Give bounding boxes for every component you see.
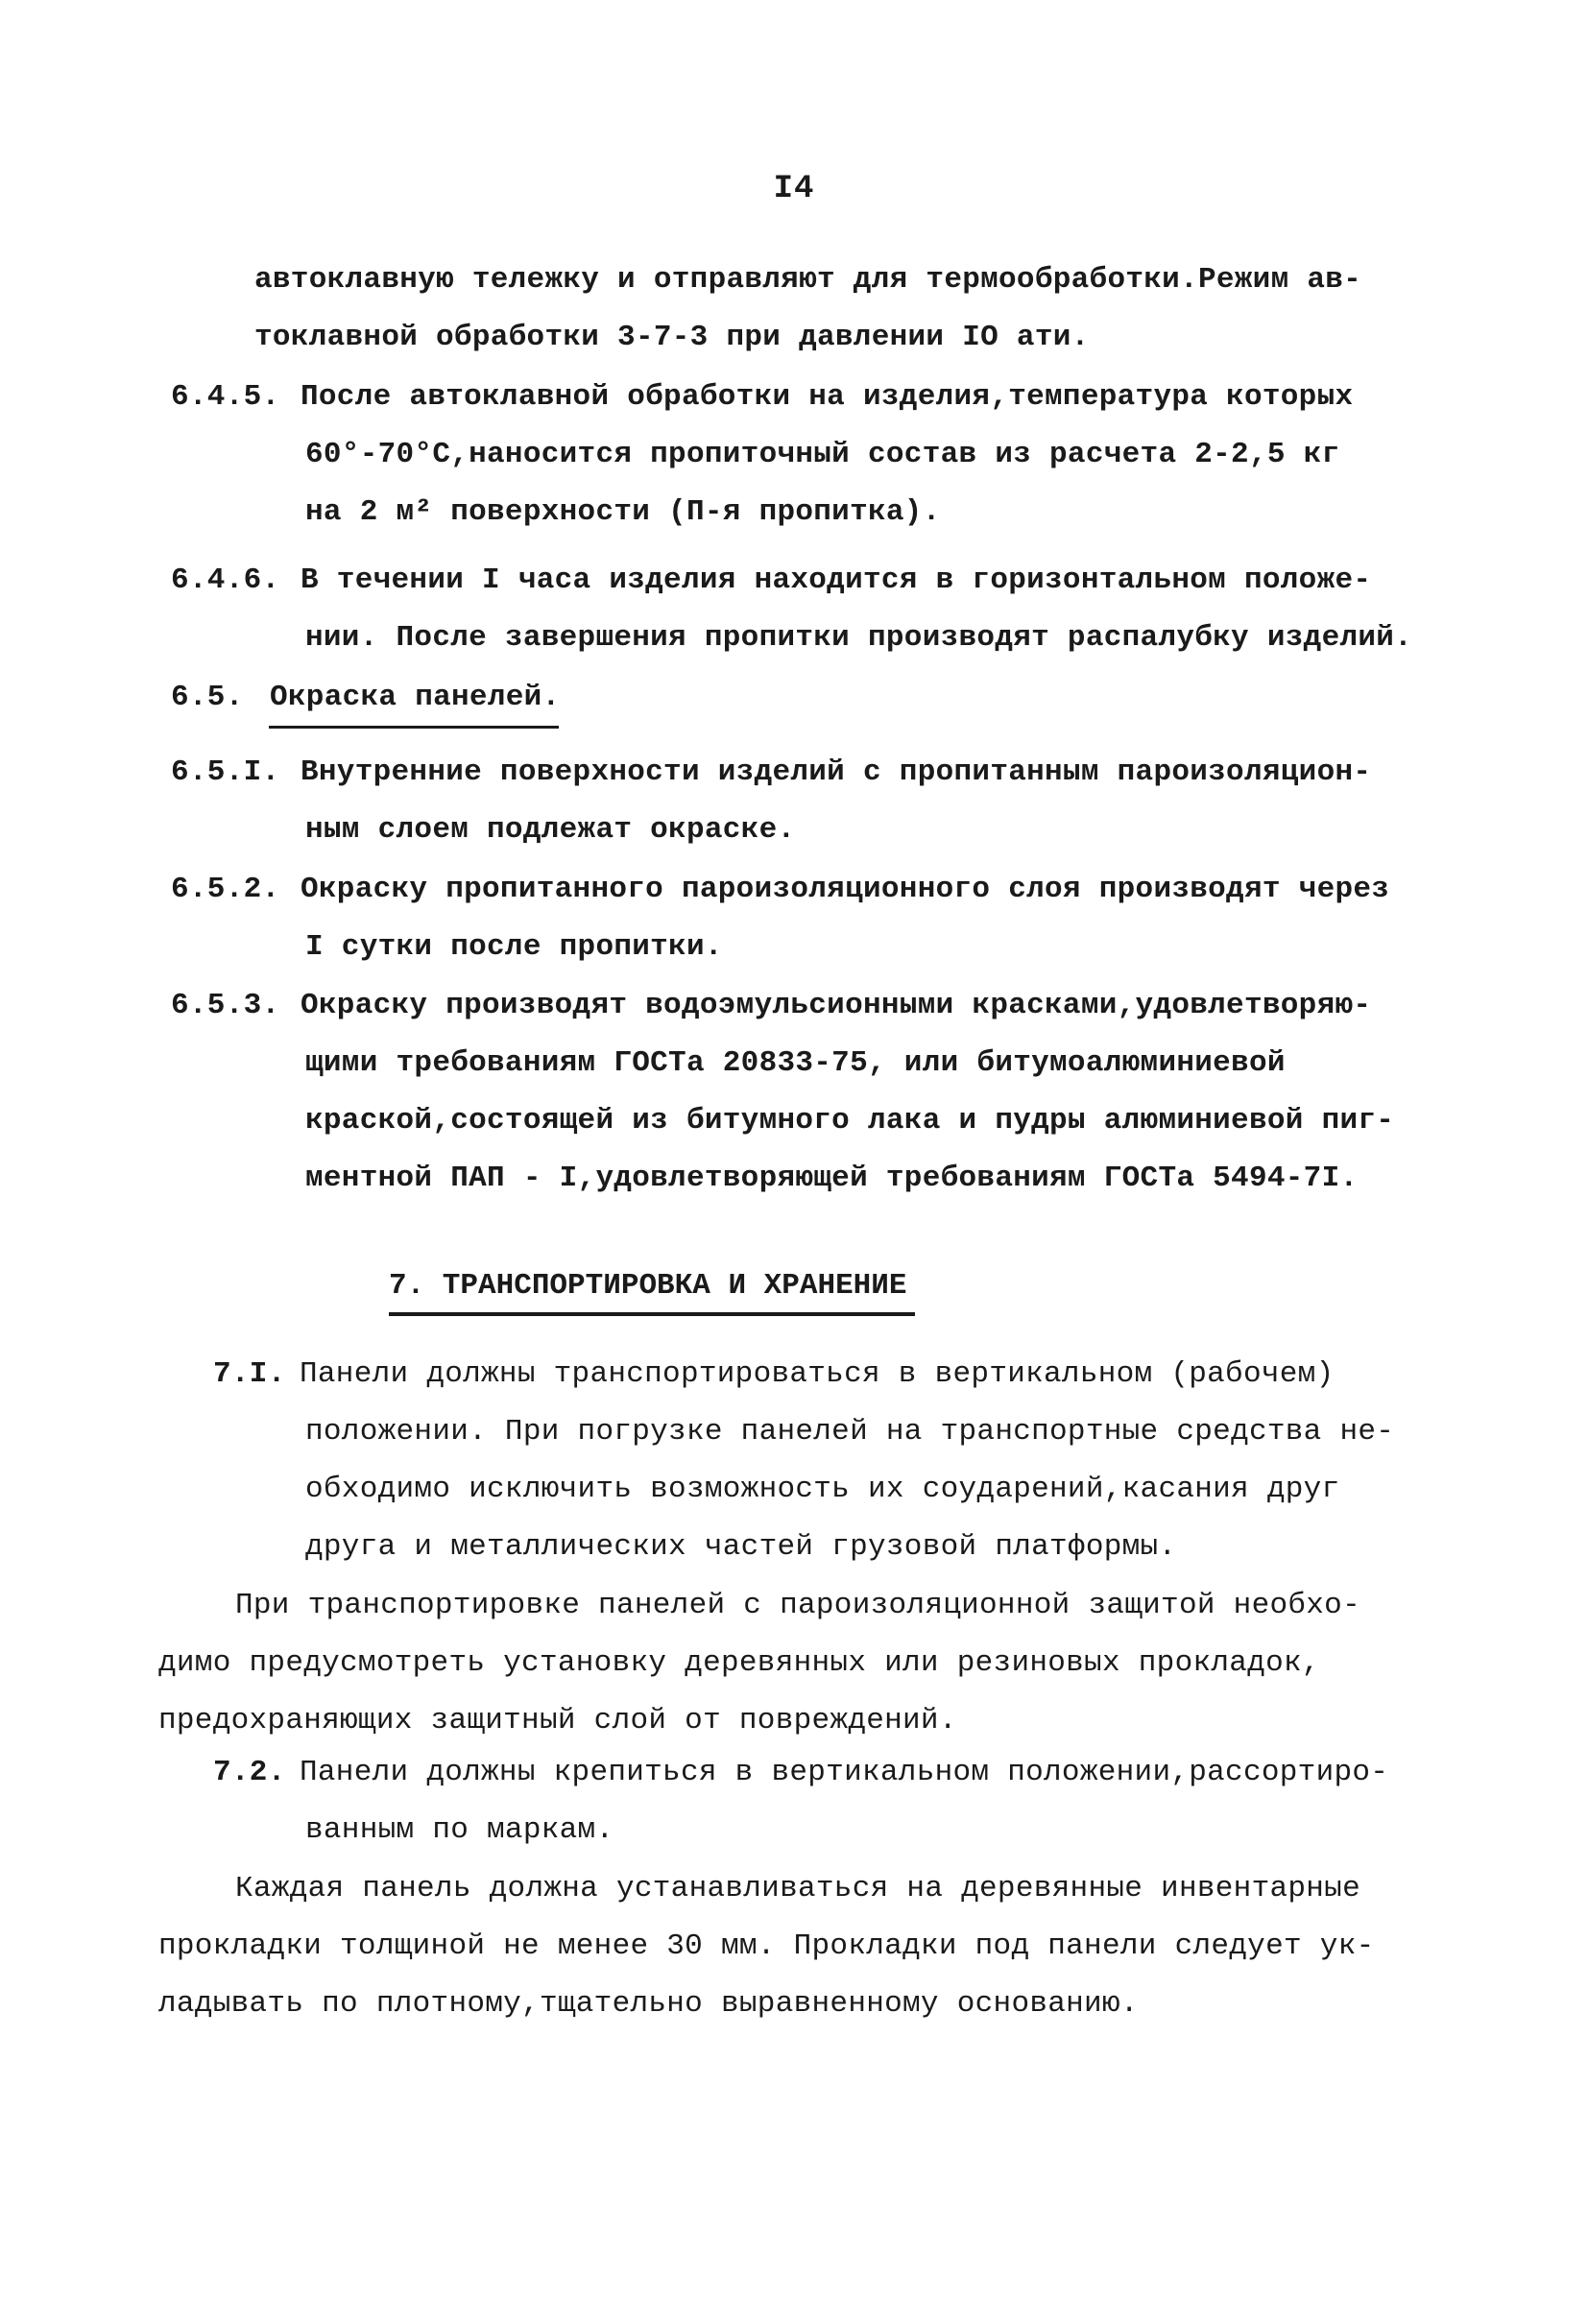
text-line: ным слоем подлежат окраске. — [305, 813, 796, 847]
text-line: ментной ПАП - I,удовлетворяющей требованиям ГОСТа 5494-7I. — [305, 1162, 1359, 1195]
text-line: I сутки после пропитки. — [305, 930, 723, 964]
text-line: Окраску производят водоэмульсионными красками,удовлетворяю- — [301, 989, 1372, 1022]
item-number: 6.5.I. — [171, 755, 280, 789]
text-line: Каждая панель должна устанавливаться на деревянные инвентарные — [235, 1872, 1360, 1905]
section-title: Окраска панелей. — [270, 681, 561, 714]
section-7-underline — [389, 1312, 915, 1316]
intro-paragraph — [254, 252, 1361, 367]
item-number: 6.5.2. — [171, 873, 280, 906]
text-line: щими требованиям ГОСТа 20833-75, или битумоалюминиевой — [305, 1046, 1286, 1080]
text-line: автоклавную тележку и отправляют для термообработки.Режим ав- — [254, 263, 1362, 297]
text-line: токлавной обработки 3-7-3 при давлении IO ати. — [254, 321, 1090, 354]
text-line: положении. При погрузке панелей на транспортные средства не- — [305, 1415, 1395, 1449]
text-line: краской,состоящей из битумного лака и пудры алюминиевой пиг- — [305, 1104, 1395, 1138]
paragraph-7-2-storage — [158, 1860, 1375, 2033]
item-number: 6.4.5. — [171, 380, 280, 414]
text-line: После автоклавной обработки на изделия,температура которых — [301, 380, 1354, 414]
text-line: димо предусмотреть установку деревянных или резиновых прокладок, — [158, 1646, 1320, 1680]
text-line: Панели должны крепиться в вертикальном положении,рассортиро- — [300, 1756, 1389, 1789]
text-line: Панели должны транспортироваться в вертикальном (рабочем) — [300, 1357, 1335, 1391]
section-6-5-underline — [269, 726, 559, 729]
text-line: Окраску пропитанного пароизоляционного слоя производят через — [301, 873, 1390, 906]
section-number: 6.5. — [171, 681, 244, 714]
text-line: нии. После завершения пропитки производят распалубку изделий. — [305, 621, 1413, 655]
text-line: В течении I часа изделия находится в горизонтальном положе- — [301, 563, 1372, 597]
text-line: предохраняющих защитный слой от повреждений. — [158, 1704, 957, 1737]
section-7-heading — [389, 1269, 907, 1303]
text-line: обходимо исключить возможность их соударений,касания друг — [305, 1473, 1340, 1506]
page-number: I4 — [773, 171, 815, 207]
text-line: Внутренние поверхности изделий с пропитанным пароизоляцион- — [301, 755, 1372, 789]
text-line: ванным по маркам. — [305, 1813, 614, 1847]
paragraph-7-1-transport — [158, 1577, 1360, 1750]
text-line: на 2 м² поверхности (П-я пропитка). — [305, 495, 941, 529]
text-line: При транспортировке панелей с пароизоляционной защитой необхо- — [235, 1589, 1360, 1622]
text-line: ладывать по плотному,тщательно выравненному основанию. — [158, 1987, 1139, 2021]
item-number: 7.2. — [213, 1756, 286, 1789]
section-title: 7. ТРАНСПОРТИРОВКА И ХРАНЕНИЕ — [389, 1269, 907, 1303]
text-line: прокладки толщиной не менее 30 мм. Прокладки под панели следует ук- — [158, 1929, 1375, 1963]
text-line: 60°-70°С,наносится пропиточный состав из расчета 2-2,5 кг — [305, 438, 1340, 471]
item-number: 6.4.6. — [171, 563, 280, 597]
text-line: друга и металлических частей грузовой платформы. — [305, 1530, 1177, 1564]
item-number: 6.5.3. — [171, 989, 280, 1022]
item-number: 7.I. — [213, 1357, 286, 1391]
